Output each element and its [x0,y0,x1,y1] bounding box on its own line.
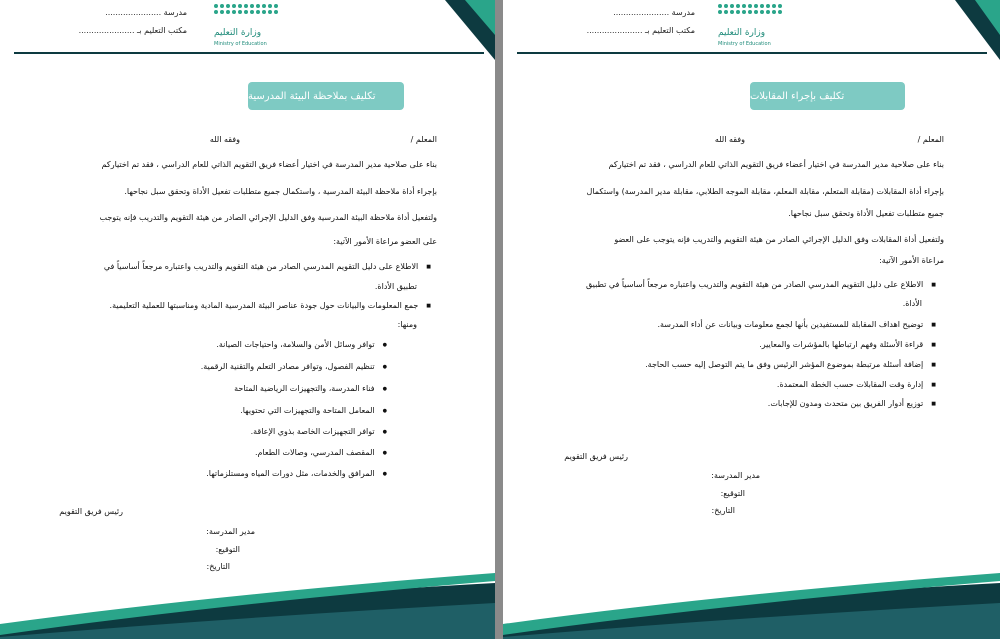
list-item: ■ الاطلاع على دليل التقويم المدرسي الصادر من هيئة التقويم والتدريب واعتباره مرجعاً أساسياً في [104,262,431,271]
office-field: مكتب التعليم بـ ...................... [586,26,695,35]
sub-list-item: ● المعامل المتاحة والتجهيزات التي تحتويها. [240,406,387,415]
header-rule [14,52,484,54]
paragraph-2a: بإجراء أداة المقابلات (مقابلة المتعلم، مقابلة المعلم، مقابلة الموجه الطلابي، مقابلة مدير المدرسة) واستكمال [586,187,944,196]
list-item: ■ إضافة أسئلة مرتبطة بموضوع المؤشر الرئيس وفق ما يتم التوصل إليه حسب الحاجة. [645,360,936,369]
sub-list-item: ● توافر وسائل الأمن والسلامة، واحتياجات الصيانة. [216,340,387,349]
teacher-line: المعلم / [917,135,944,144]
date-label: التاريخ: [711,506,735,515]
document-page-right [503,0,1000,639]
page-title: تكليف بملاحظة البيئة المدرسية [248,82,404,110]
page-title: تكليف بإجراء المقابلات [750,82,905,110]
header-rule [517,52,987,54]
paragraph-3a: ولتفعيل أداة ملاحظة البيئة المدرسية وفق الدليل الإجرائي الصادر من هيئة التقويم والتدريب فإنه يتوجب [99,213,437,222]
signature-label: التوقيع: [720,489,745,498]
list-item: ■ جمع المعلومات والبيانات حول جودة عناصر البيئة المدرسية المادية ومناسبتها للعملية التعليمية. [110,301,431,310]
ministry-logo-sub: Ministry of Education [214,41,267,47]
paragraph-1: بناء على صلاحية مدير المدرسة في اختيار أعضاء فريق التقويم الذاتي للعام الدراسي ، فقد تم اختياركم [608,160,944,169]
paragraph-1: بناء على صلاحية مدير المدرسة في اختيار أعضاء فريق التقويم الذاتي للعام الدراسي ، فقد تم اختياركم [101,160,437,169]
header-corner-decoration [415,0,495,60]
sub-list-item: ● المقصف المدرسي، وصالات الطعام. [255,448,387,457]
list-item: ■ قراءة الأسئلة وفهم ارتباطها بالمؤشرات والمعايير. [759,340,936,349]
document-page-left [0,0,495,639]
signature-label: التوقيع: [215,545,240,554]
blessing: وفقه الله [209,135,240,144]
footer-wave-decoration [503,569,1000,639]
sub-list-item: ● تنظيم الفصول، وتوافر مصادر التعلم والتقنية الرقمية. [201,362,387,371]
team-head-label: رئيس فريق التقويم [59,507,123,516]
footer-wave-decoration [0,569,495,639]
list-item: ■ توزيع أدوار الفريق بين متحدث ومدون للإجابات. [768,399,936,408]
school-field: مدرسة ...................... [105,8,187,17]
teacher-line: المعلم / [410,135,437,144]
school-field: مدرسة ...................... [613,8,695,17]
ministry-logo-sub: Ministry of Education [718,41,771,47]
list-item: ■ إدارة وقت المقابلات حسب الخطة المعتمدة. [777,380,936,389]
office-field: مكتب التعليم بـ ...................... [78,26,187,35]
principal-label: مدير المدرسة: [206,527,255,536]
paragraph-2b: جميع متطلبات تفعيل الأداة وتحقق سبل نجاحها. [788,209,944,218]
ministry-logo-icon [718,4,782,14]
list-item: ■ توضيح اهداف المقابلة للمستفيدين بأنها لجمع معلومات وبيانات عن أداء المدرسة. [657,320,936,329]
list-item: ■ الاطلاع على دليل التقويم المدرسي الصادر من هيئة التقويم والتدريب واعتباره مرجعاً أساسياً في تطبيق [586,280,936,289]
date-label: التاريخ: [206,562,230,571]
sub-list-item: ● فناء المدرسة، والتجهيزات الرياضية المتاحة [234,384,387,393]
ministry-logo-icon [214,4,278,14]
paragraph-3b: على العضو مراعاة الأمور الآتية: [333,237,437,246]
ministry-logo-text: وزارة التعليم [214,28,262,38]
team-head-label: رئيس فريق التقويم [564,452,628,461]
paragraph-2: بإجراء أداة ملاحظة البيئة المدرسية ، واستكمال جميع متطلبات تفعيل الأداة وتحقق سبل نجاحها. [124,187,437,196]
sub-list-item: ● توافر التجهيزات الخاصة بذوي الإعاقة. [251,427,387,436]
paragraph-3a: ولتفعيل أداة المقابلات وفق الدليل الإجرائي الصادر من هيئة التقويم والتدريب فإنه يتوجب على العضو [614,235,944,244]
paragraph-3b: مراعاة الأمور الآتية: [879,256,944,265]
list-item-continued: تطبيق الأداة. [374,282,417,291]
blessing: وفقه الله [714,135,745,144]
list-item-continued: الأداة. [902,299,922,308]
ministry-logo-text: وزارة التعليم [718,28,766,38]
sub-list-item: ● المرافق والخدمات، مثل دورات المياه ومستلزماتها. [206,469,387,478]
principal-label: مدير المدرسة: [711,471,760,480]
list-item-continued: ومنها: [397,320,417,329]
header-corner-decoration [930,0,1000,60]
